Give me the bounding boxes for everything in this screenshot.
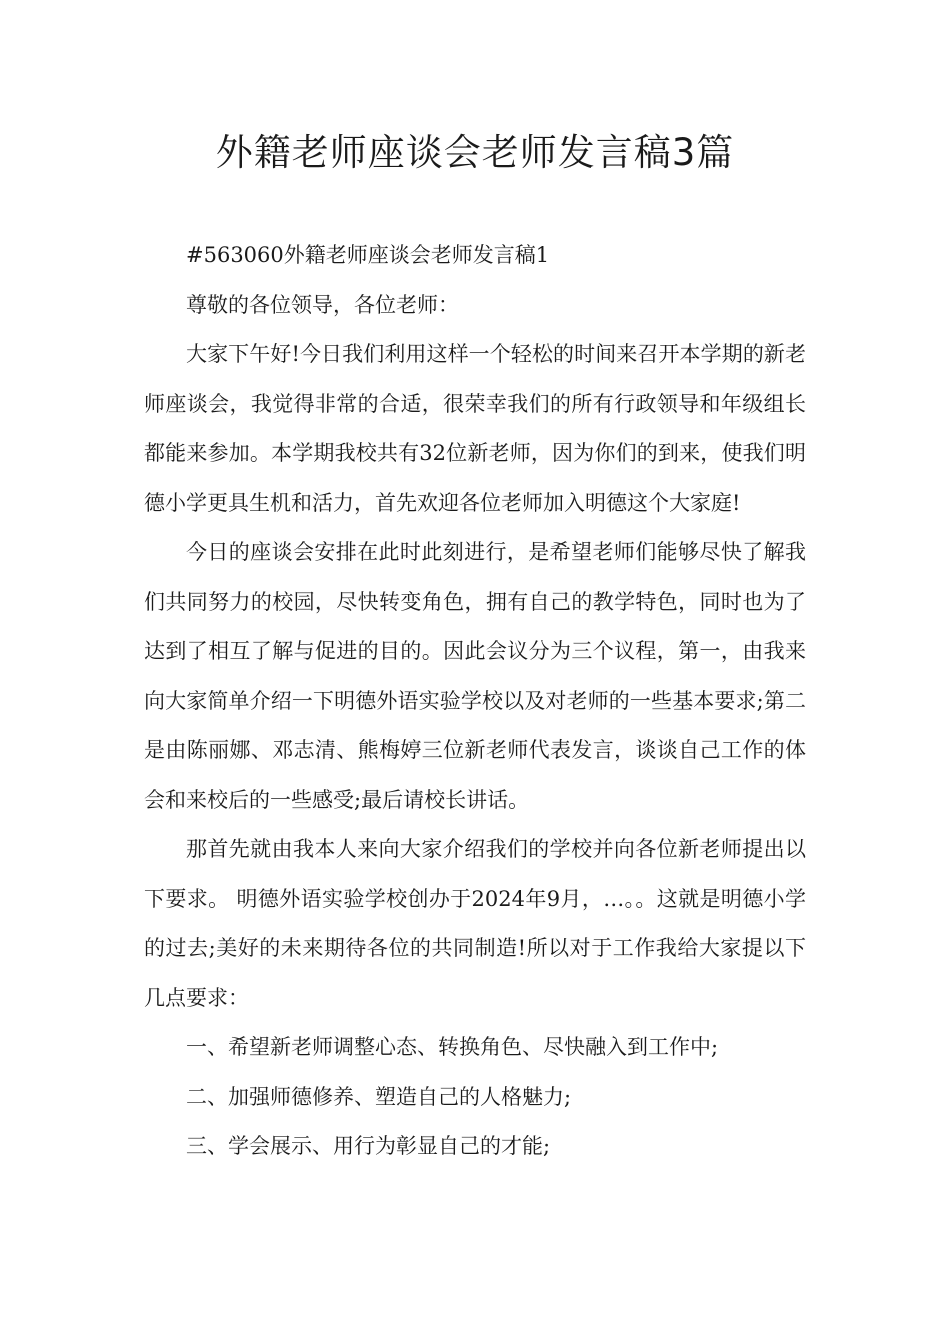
paragraph-salutation: 尊敬的各位领导，各位老师： (186, 292, 459, 317)
document-body (144, 231, 806, 1172)
requirement-item-2: 二、加强师德修养、塑造自己的人格魅力; (186, 1084, 572, 1109)
requirement-item-1: 一、希望新老师调整心态、转换角色、尽快融入到工作中; (186, 1035, 719, 1059)
document-title: 外籍老师座谈会老师发言稿3篇 (215, 131, 735, 174)
section-heading: #563060外籍老师座谈会老师发言稿1 (186, 243, 550, 267)
requirement-item-3: 三、学会展示、用行为彰显自己的才能; (186, 1134, 551, 1158)
paragraph-greeting: 大家下午好!今日我们利用这样一个轻松的时间来召开本学期的新老师座谈会，我觉得非常的合适，很荣幸我们的所有行政领导和年级组长都能来参加。本学期我校共有32位新老师，因为你们的到来，使我们明德小学更具生机和活力，首先欢迎各位老师加入明德这个大家庭! (144, 342, 806, 515)
paragraph-agenda: 今日的座谈会安排在此时此刻进行，是希望老师们能够尽快了解我们共同努力的校园，尽快转变角色，拥有自己的教学特色，同时也为了达到了相互了解与促进的目的。因此会议分为三个议程，第一，由我来向大家简单介绍一下明德外语实验学校以及对老师的一些基本要求;第二是由陈丽娜、邓志清、熊梅婷三位新老师代表发言，谈谈自己工作的体会和来校后的一些感受;最后请校长讲话。 (144, 540, 806, 812)
paragraph-school-intro: 那首先就由我本人来向大家介绍我们的学校并向各位新老师提出以下要求。 明德外语实验学校创办于2024年9月，…。。这就是明德小学的过去;美好的未来期待各位的共同制造!所以对于工作我给大家提以下几点要求： (144, 837, 806, 1010)
